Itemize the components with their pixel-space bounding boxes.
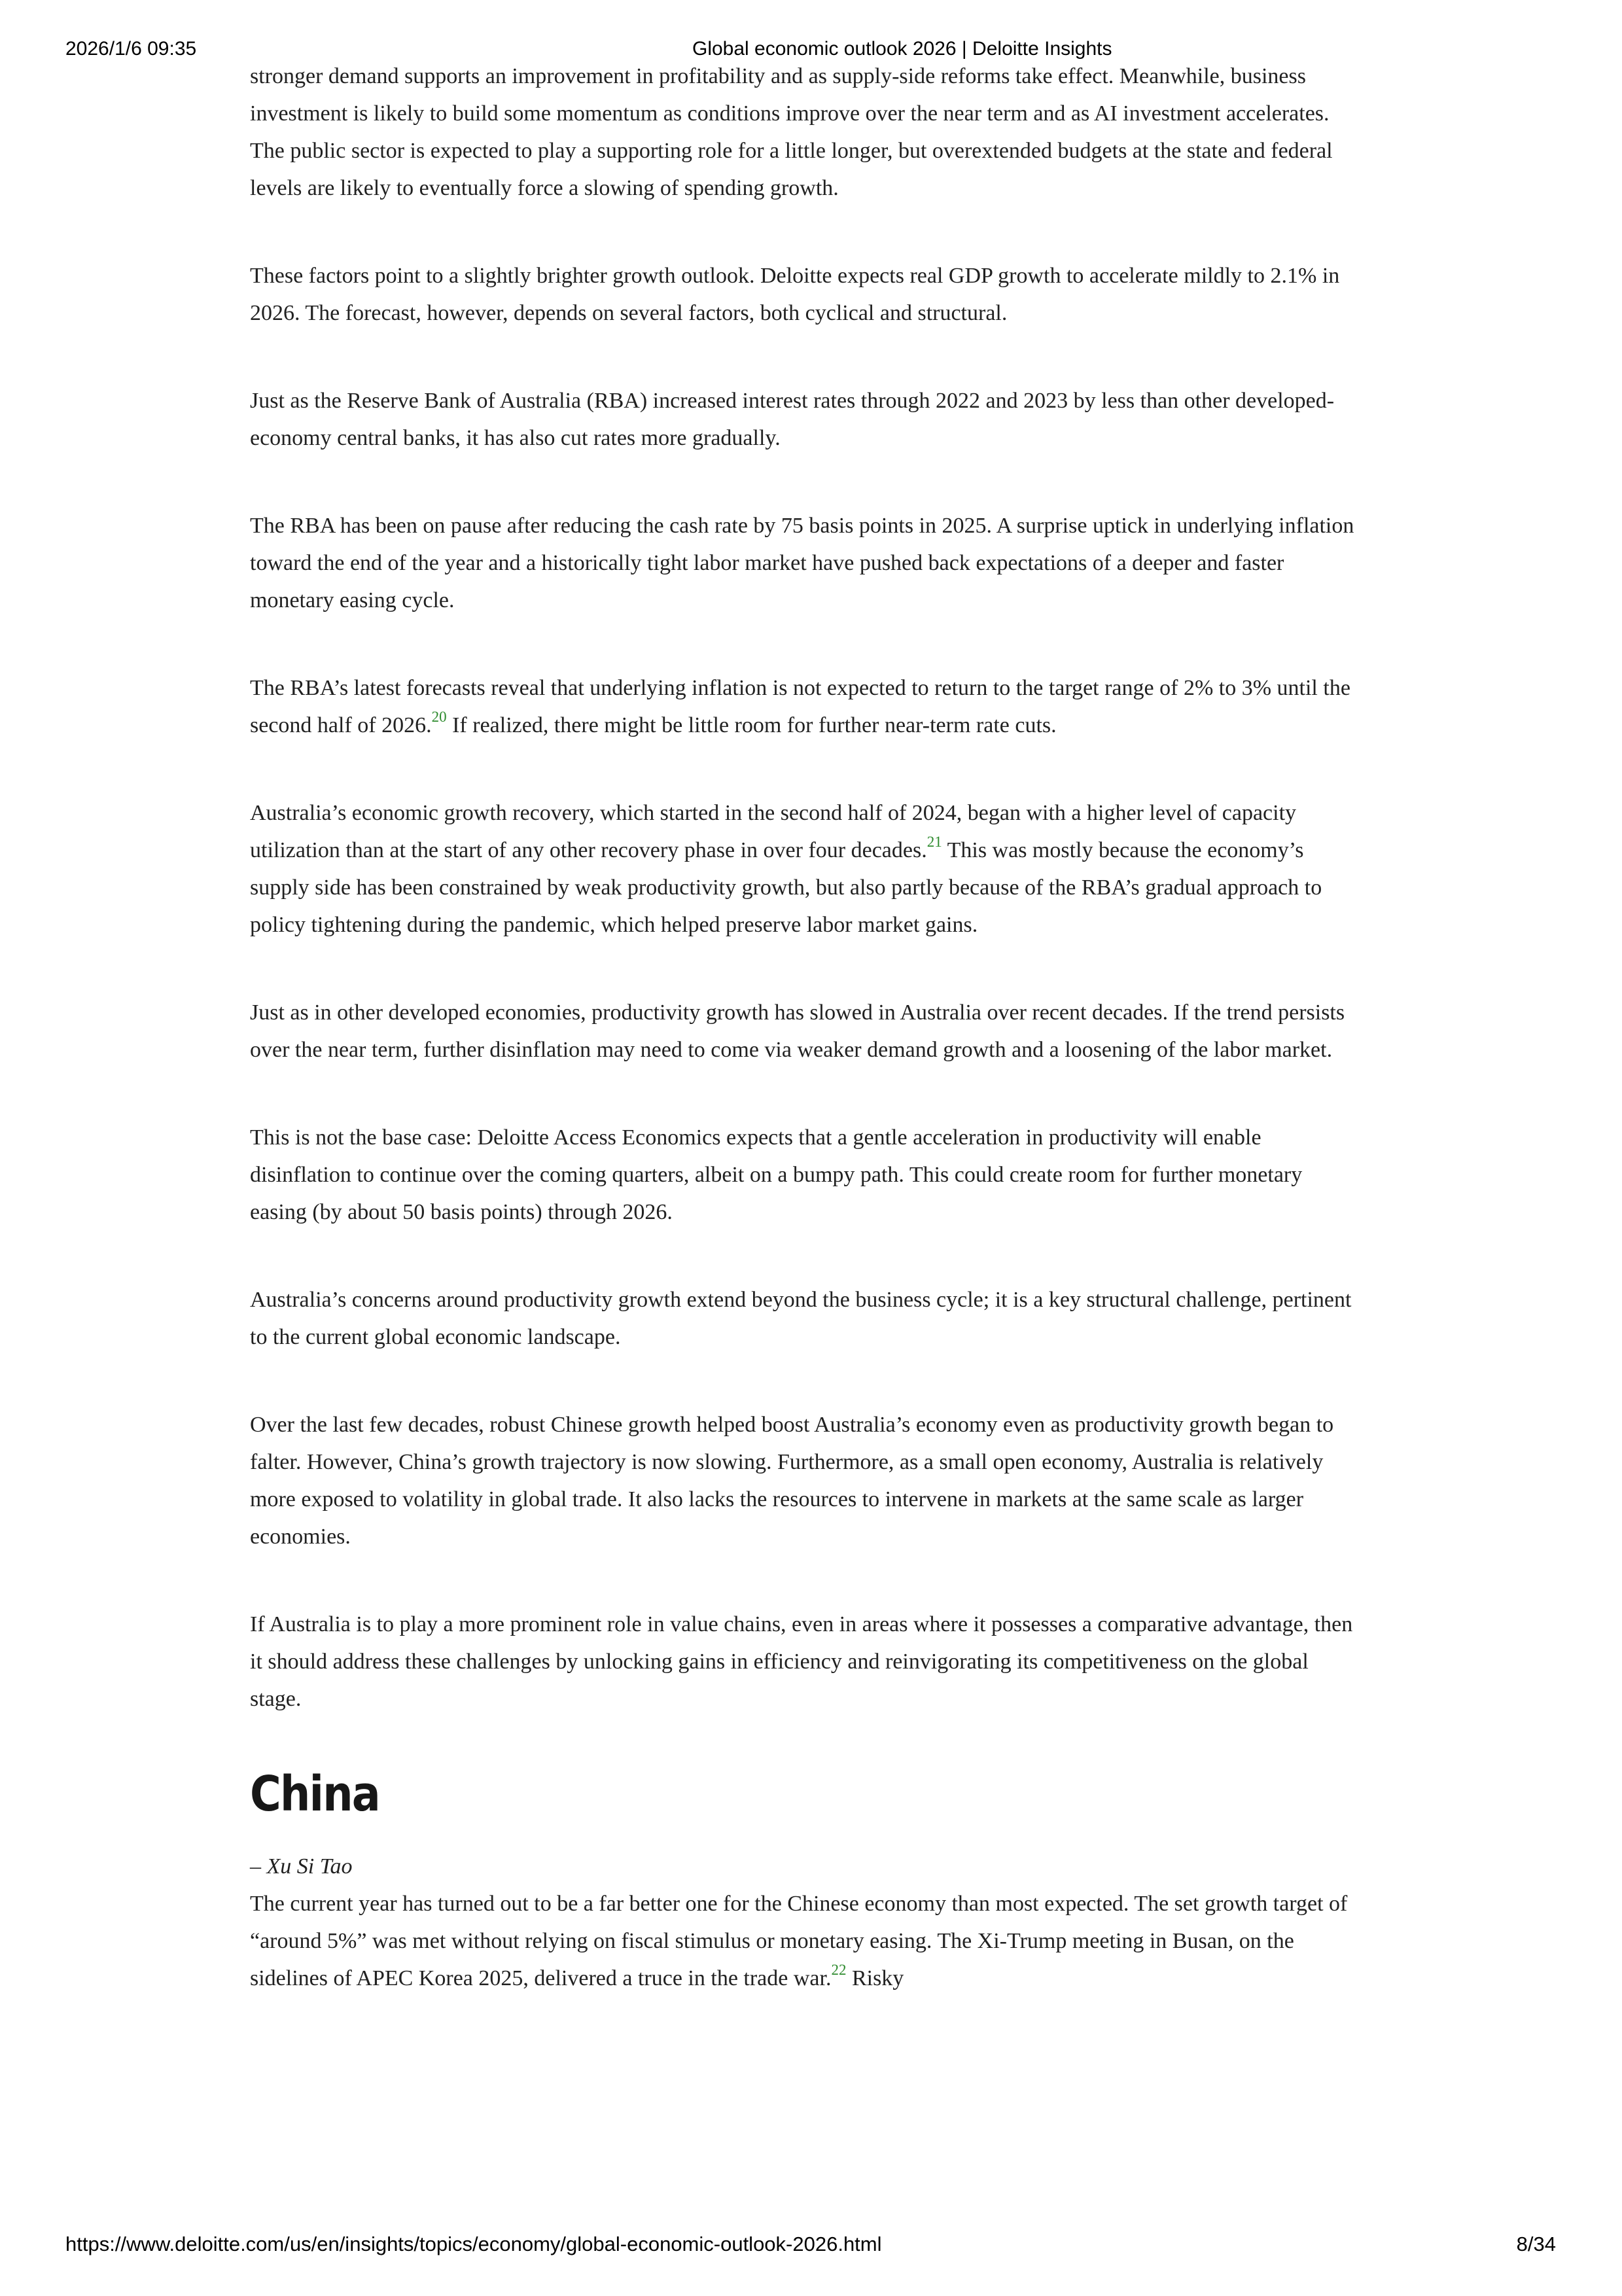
body-paragraph-1: stronger demand supports an improvement in profitability and as supply-side reforms take effect. Meanwhile, business investment is likely to build some momentum as conditions improve over the near term and as AI investment accelerates. The public sector is expected to play a supporting role for a little longer, but overextended budgets at the state and federal levels are likely to eventually force a slowing of spending growth. bbox=[250, 64, 1333, 200]
section-heading-china: China bbox=[250, 1766, 379, 1822]
paragraph-text: Risky bbox=[846, 1966, 904, 1990]
article-body bbox=[250, 58, 1356, 1997]
footnote-ref-20-link[interactable]: 20 bbox=[431, 709, 447, 725]
footer-page-number: 8/34 bbox=[1516, 2233, 1556, 2255]
footnote-ref-22-link[interactable]: 22 bbox=[831, 1962, 847, 1978]
footer-url: https://www.deloitte.com/us/en/insights/topics/economy/global-economic-outlook-2026.html bbox=[65, 2233, 882, 2255]
body-paragraph-2: These factors point to a slightly brighter growth outlook. Deloitte expects real GDP growth to accelerate mildly to 2.1% in 2026. The forecast, however, depends on several factors, both cyclical and structural. bbox=[250, 264, 1340, 325]
header-document-title: Global economic outlook 2026 | Deloitte Insights bbox=[692, 38, 1112, 60]
body-paragraph-9: Australia’s concerns around productivity growth extend beyond the business cycle; it is a key structural challenge, pertinent to the current global economic landscape. bbox=[250, 1288, 1352, 1349]
paragraph-text: The current year has turned out to be a far better one for the Chinese economy than most expected. The set growth target of “around 5%” was met without relying on fiscal stimulus or monetary easing. The Xi-Trump meeting in Busan, on the sidelines of APEC Korea 2025, delivered a truce in the trade war. bbox=[250, 1892, 1348, 1990]
body-paragraph-12 bbox=[250, 1885, 1356, 1997]
body-paragraph-8: This is not the base case: Deloitte Access Economics expects that a gentle acceleration in productivity will enable disinflation to continue over the coming quarters, albeit on a bumpy path. This could create room for further monetary easing (by about 50 basis points) through 2026. bbox=[250, 1125, 1303, 1224]
footnote-ref-21-link[interactable]: 21 bbox=[926, 834, 942, 850]
author-byline: – Xu Si Tao bbox=[250, 1854, 353, 1879]
paragraph-text: Australia’s economic growth recovery, which started in the second half of 2024, began with a higher level of capacity utilization than at the start of any other recovery phase in over four decades. bbox=[250, 801, 1297, 862]
paragraph-text: This was mostly because the economy’s supply side has been constrained by weak productivity growth, but also partly because of the RBA’s gradual approach to policy tightening during the pandemic, which helped preserve labor market gains. bbox=[250, 838, 1322, 937]
body-paragraph-6 bbox=[250, 794, 1356, 944]
paragraph-text: If realized, there might be little room for further near-term rate cuts. bbox=[446, 713, 1057, 737]
body-paragraph-5 bbox=[250, 669, 1356, 744]
paragraph-text: The RBA’s latest forecasts reveal that underlying inflation is not expected to return to the target range of 2% to 3% until the second half of 2026. bbox=[250, 676, 1350, 737]
body-paragraph-11: If Australia is to play a more prominent role in value chains, even in areas where it possesses a comparative advantage, then it should address these challenges by unlocking gains in efficiency and reinvigorating its competitiveness on the global stage. bbox=[250, 1612, 1353, 1711]
body-paragraph-4: The RBA has been on pause after reducing the cash rate by 75 basis points in 2025. A surprise uptick in underlying inflation toward the end of the year and a historically tight labor market have pushed back expectations of a deeper and faster monetary easing cycle. bbox=[250, 514, 1354, 612]
body-paragraph-7: Just as in other developed economies, productivity growth has slowed in Australia over recent decades. If the trend persists over the near term, further disinflation may need to come via weaker demand growth and a loosening of the labor market. bbox=[250, 1000, 1345, 1062]
body-paragraph-3: Just as the Reserve Bank of Australia (RBA) increased interest rates through 2022 and 2023 by less than other developed-economy central banks, it has also cut rates more gradually. bbox=[250, 389, 1335, 450]
body-paragraph-10: Over the last few decades, robust Chinese growth helped boost Australia’s economy even as productivity growth began to falter. However, China’s growth trajectory is now slowing. Furthermore, as a small open economy, Australia is relatively more exposed to volatility in global trade. It also lacks the resources to intervene in markets at the same scale as larger economies. bbox=[250, 1413, 1334, 1549]
header-datetime: 2026/1/6 09:35 bbox=[65, 38, 197, 60]
